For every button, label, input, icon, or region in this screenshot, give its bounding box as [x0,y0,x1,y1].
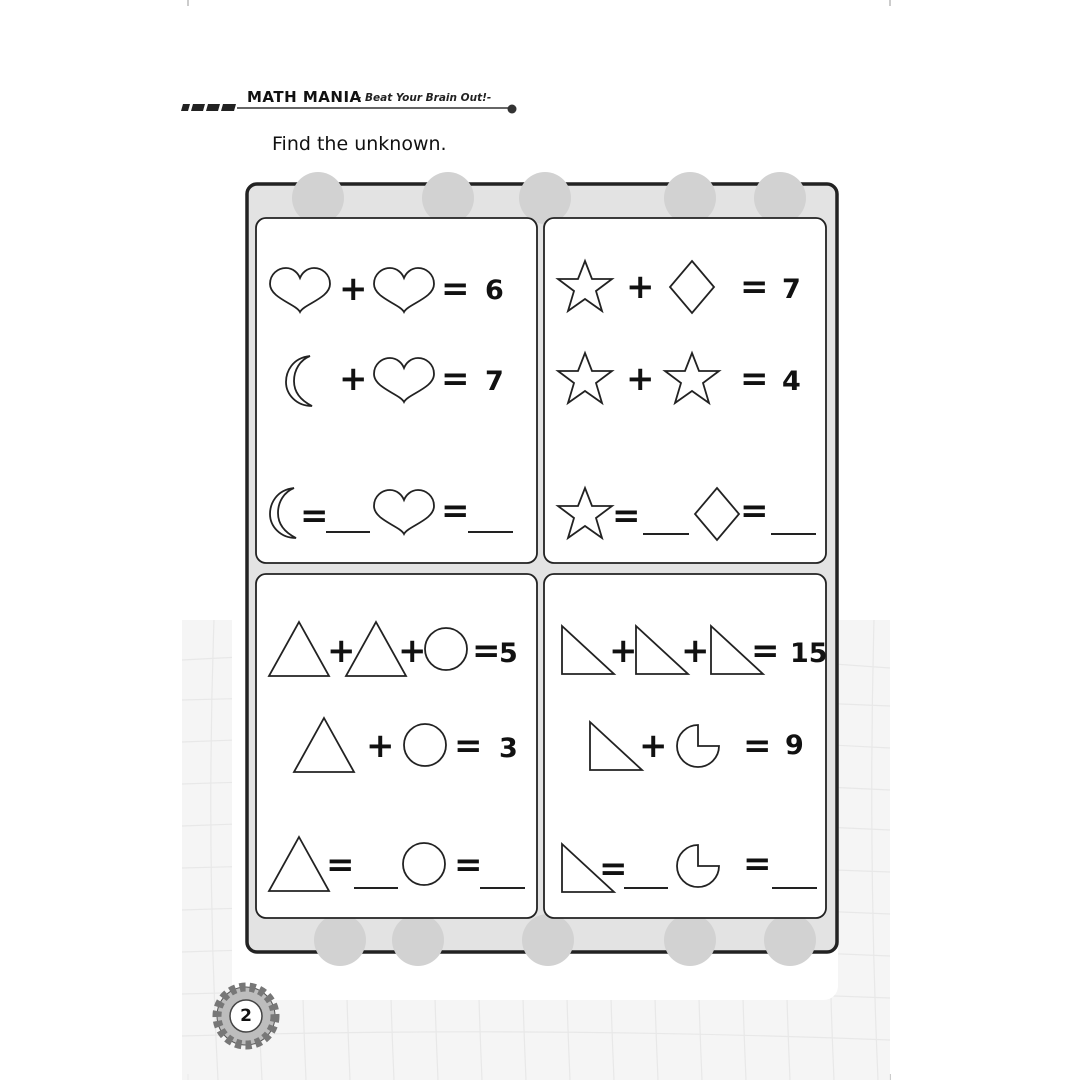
equals-sign: = [300,496,329,536]
equals-sign: = [454,845,483,885]
result-value: 6 [485,275,504,306]
equals-sign: = [743,726,772,766]
equals-sign: = [441,269,470,309]
header-title: MATH MANIA [247,88,362,106]
plus-sign: + [339,359,368,399]
result-value: 15 [790,638,828,669]
equals-sign: = [743,844,772,884]
circle-icon [404,724,446,766]
equals-sign: = [751,631,780,671]
equals-sign: = [612,496,641,536]
header-subtitle: - Beat Your Brain Out!- [357,92,492,104]
plus-sign: + [327,631,356,671]
equals-sign: = [740,491,769,531]
result-value: 3 [499,733,518,764]
equals-sign: = [599,849,628,889]
plus-sign: + [626,267,655,307]
plus-sign: + [366,726,395,766]
plus-sign: + [681,631,710,671]
plus-sign: + [339,269,368,309]
page-number: 2 [240,1006,252,1026]
result-value: 7 [485,366,504,397]
plus-sign: + [639,726,668,766]
result-value: 5 [499,638,518,669]
plus-sign: + [626,359,655,399]
equals-sign: = [441,491,470,531]
equals-sign: = [326,845,355,885]
equals-sign: = [740,267,769,307]
result-value: 9 [785,730,804,761]
result-value: 4 [782,366,801,397]
result-value: 7 [782,274,801,305]
circle-icon [403,843,445,885]
equals-sign: = [454,726,483,766]
equals-sign: = [740,359,769,399]
plus-sign: + [609,631,638,671]
plus-sign: + [398,631,427,671]
equals-sign: = [441,359,470,399]
circle-icon [425,628,467,670]
instruction-text: Find the unknown. [272,133,447,155]
equals-sign: = [472,631,501,671]
